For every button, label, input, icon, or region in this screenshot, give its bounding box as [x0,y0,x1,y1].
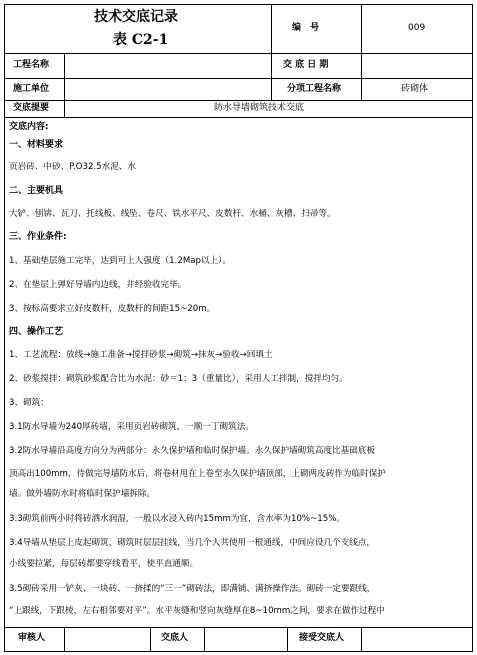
content-heading: 交底内容: [9,122,49,132]
content-line: 3.4导墙从垫层上皮起砌筑，砌筑时层层挂线，当几个人共使用一根通线，中间应设几个支线点， [9,538,376,548]
section-heading: 一、材料要求 [9,140,64,150]
form-title: 技术交底记录 [94,9,178,25]
content-line: 3、按标高要求立好皮数杆，皮数杆的间距15~20m。 [9,304,216,314]
number-label: 编 号 [292,23,323,33]
summary-value: 防水导墙砌筑技术交底 [214,103,305,113]
col-divider [150,627,151,652]
contractor-label: 施工单位 [13,84,50,94]
number-value: 009 [408,23,426,33]
content-line: 大铲、刨锛、瓦刀、托线板、线坠、卷尺、铁水平尺、皮数杆、水桶、灰槽、扫帚等。 [9,209,336,219]
section-heading: 四、操作工艺 [9,327,64,337]
form-table-number: 表 C2-1 [113,32,169,48]
col-divider [204,627,205,652]
content-line: 2、砂浆搅拌：砌筑砂浆配合比为水泥：砂＝1：3（重量比），采用人工拌制，搅拌均匀。 [9,374,348,384]
row-divider [4,100,473,101]
content-line: 墙。做外墙防水时将临时保护墙拆除。 [9,489,156,499]
row-divider [4,117,473,118]
content-line: 3.2防水导墙沿高度方向分为两部分：永久保护墙和临时保护墙。永久保护墙砌筑高度比基础底板 [9,446,376,456]
project-name-label: 工程名称 [13,60,50,70]
col-divider [287,627,288,652]
content-line: 顶高出100mm，待做完导墙防水后，将卷材甩在上卷至永久保护墙顶部，上砌两皮砖作为临时保护 [9,469,386,479]
section-heading: 二、主要机具 [9,186,64,196]
reviewer-label: 审核人 [18,633,46,643]
date-label: 交 底 日 期 [283,60,329,70]
content-line: 3.1防水导墙为240厚砖墙，采用页岩砖砌筑，一顺一丁砌筑法。 [9,422,254,432]
record-form [4,4,473,652]
content-line: “上跟线，下跟棱，左右相邻要对平”。水平灰缝和竖向灰缝厚在8~10mm之间，要求在做作过程中 [9,606,385,616]
row-divider [4,78,473,79]
section-heading: 三、作业条件: [9,232,67,242]
col-divider [64,627,65,652]
row-divider [4,627,473,628]
receiver-label: 接受交底人 [299,633,345,643]
discloser-label: 交底人 [161,633,189,643]
content-line: 2、在垫层上弹好导墙内边线，并经验收完毕。 [9,280,187,290]
content-line: 1、基础垫层施工完毕，达到可上人强度（1.2Map以上）。 [9,256,232,266]
content-line: 小线要拉紧，每层砖都要穿线看平，使平直通顺。 [9,559,199,569]
content-line: 3.3砌筑前两小时将砖洒水润湿，一般以水浸入砖内15mm为宜，含水率为10%~15%。 [9,514,345,524]
col-divider [361,627,362,652]
col-divider [271,4,272,100]
content-line: 3.5砌砖采用一铲灰、一块砖、一挤揉的“三一”砌砖法，即满铺、满挤操作法。砌砖一定要跟线， [9,584,376,594]
row-divider [4,53,473,54]
content-line: 1、工艺流程：放线→施工准备→搅拌砂浆→砌筑→抹灰→验收→回填土 [9,350,273,360]
col-divider [361,4,362,100]
subproject-label: 分项工程名称 [287,84,342,94]
content-line: 3、砌筑： [9,398,49,408]
summary-label: 交底提要 [13,103,50,113]
subproject-value: 砖砌体 [401,84,429,94]
col-divider [64,53,65,117]
content-line: 页岩砖、中砂、P.O32.5水泥、水 [9,162,137,172]
